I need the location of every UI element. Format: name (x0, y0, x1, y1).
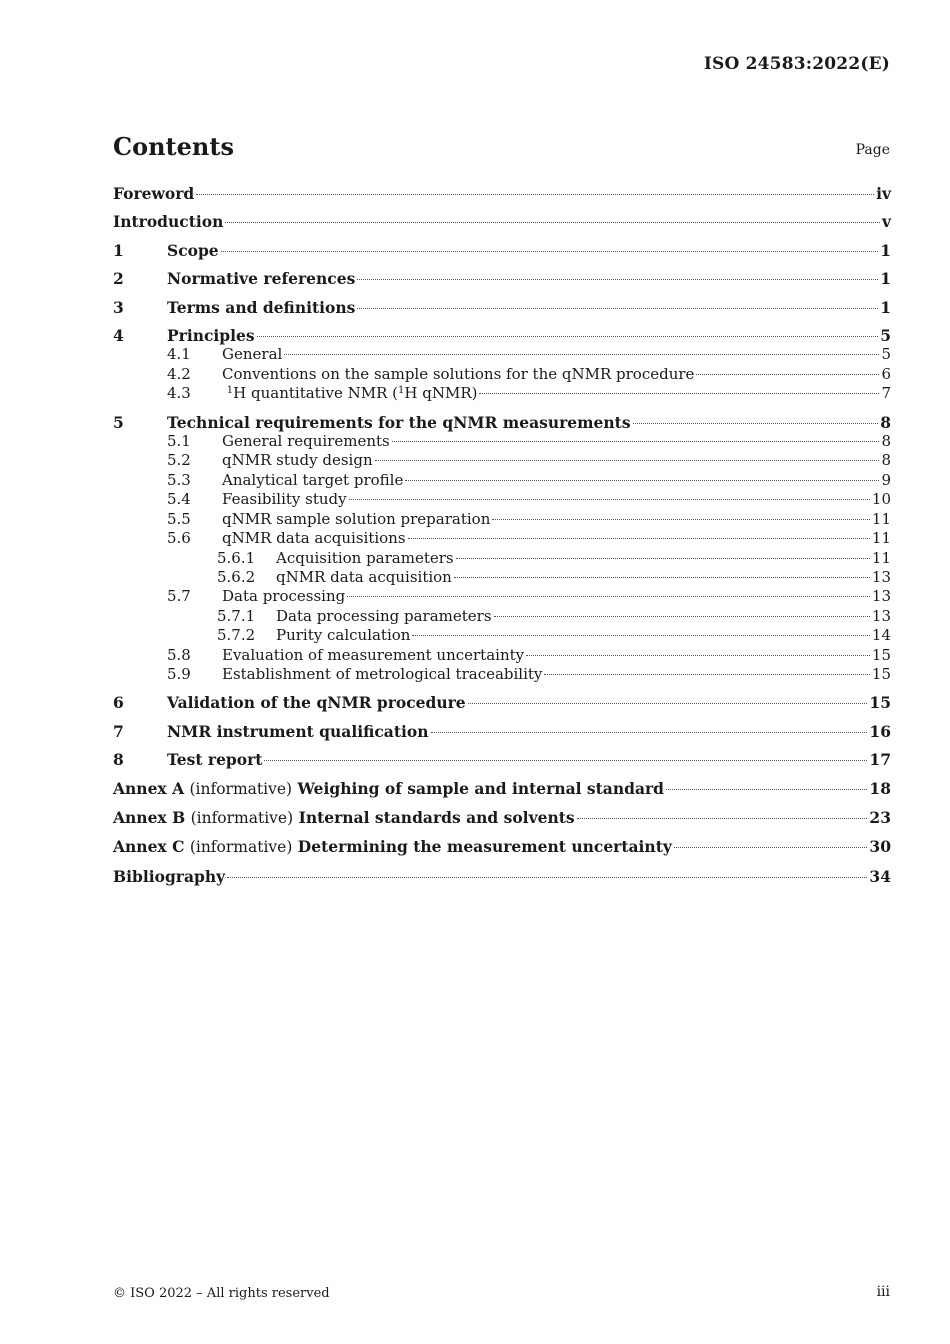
dot-leader (221, 251, 879, 252)
toc-entry[interactable] (113, 722, 891, 741)
dot-leader (225, 222, 880, 223)
dot-leader (349, 499, 870, 500)
toc-entry[interactable] (113, 779, 891, 799)
toc-entry-title (113, 779, 664, 799)
dot-leader (257, 336, 879, 337)
dot-leader (412, 635, 869, 636)
toc-entry[interactable] (113, 510, 891, 529)
annex-title: Weighing of sample and internal standard (297, 778, 665, 798)
toc-entry-title: Foreword (113, 184, 195, 203)
toc-entry-title: Scope (167, 240, 219, 260)
toc-entry-page: 6 (881, 364, 891, 383)
toc-entry-number: 3 (113, 297, 124, 317)
toc-entry-number: 5.4 (167, 490, 191, 509)
toc-entry-number: 5.2 (167, 451, 191, 470)
toc-entry[interactable] (113, 607, 891, 626)
toc-entry[interactable] (113, 241, 891, 260)
toc-entry-title: qNMR sample solution preparation (222, 509, 491, 528)
dot-leader (492, 519, 870, 520)
dot-leader (696, 374, 879, 375)
toc-entry-page: 13 (871, 567, 891, 586)
toc-entry-number: 5.5 (167, 509, 191, 528)
toc-entry-number: 8 (113, 750, 124, 770)
annex-label: Annex B (113, 807, 186, 827)
toc-entry-title: qNMR study design (222, 451, 373, 470)
toc-entry[interactable] (113, 750, 891, 769)
toc-entry-number: 5.3 (167, 470, 191, 489)
toc-entry-page: 8 (881, 451, 891, 470)
toc-entry[interactable] (113, 665, 891, 684)
toc-entry-page: 15 (869, 693, 891, 713)
toc-entry-title (113, 837, 672, 857)
toc-entry[interactable] (113, 471, 891, 490)
annex-label: Annex A (113, 778, 185, 798)
toc-entry-title: Data processing parameters (276, 606, 492, 625)
toc-entry[interactable] (113, 587, 891, 606)
toc-entry[interactable] (113, 184, 891, 203)
toc-entry[interactable] (113, 693, 891, 712)
dot-leader (494, 616, 870, 617)
toc-entry-number: 5.7.2 (217, 626, 256, 645)
dot-leader (674, 847, 868, 848)
dot-leader (454, 577, 870, 578)
toc-entry-page: 11 (871, 509, 891, 528)
toc-entry-page: 10 (871, 490, 891, 509)
dot-leader (196, 194, 874, 195)
toc-entry-page: 11 (871, 529, 891, 548)
toc-entry-title (113, 808, 575, 828)
toc-entry-page: 13 (871, 606, 891, 625)
dot-leader (468, 703, 868, 704)
toc-entry-title: Purity calculation (276, 626, 411, 645)
toc-entry-page: 13 (871, 587, 891, 606)
superscript: 1 (398, 385, 405, 397)
toc-entry-page: 30 (869, 837, 891, 857)
toc-entry[interactable] (113, 837, 891, 857)
annex-qualifier: (informative) (190, 808, 294, 827)
toc-entry-page: 11 (871, 548, 891, 567)
page-column-label: Page (855, 142, 890, 158)
toc-entry-page: iv (876, 184, 891, 203)
toc-entry-page: 8 (881, 432, 891, 451)
toc-entry[interactable] (113, 808, 891, 828)
table-of-contents (113, 184, 891, 886)
toc-entry-title: Feasibility study (222, 490, 347, 509)
toc-entry-number: 5.1 (167, 432, 191, 451)
toc-entry[interactable] (113, 384, 891, 403)
toc-entry-number: 4.2 (167, 364, 191, 383)
toc-entry[interactable] (113, 646, 891, 665)
dot-leader (666, 789, 867, 790)
toc-entry-number: 1 (113, 240, 124, 260)
toc-entry-title: General (222, 345, 283, 364)
toc-entry[interactable] (113, 432, 891, 451)
toc-entry-page: 23 (869, 807, 891, 827)
annex-title: Determining the measurement uncertainty (297, 837, 672, 857)
toc-entry-page: 1 (880, 269, 891, 289)
toc-entry[interactable] (113, 529, 891, 548)
toc-entry-title: Introduction (113, 212, 224, 232)
toc-entry-title: Technical requirements for the qNMR measurements (167, 412, 631, 432)
toc-entry-number: 5 (113, 412, 124, 432)
toc-entry-number: 5.6 (167, 529, 191, 548)
toc-entry-page: 15 (871, 664, 891, 683)
toc-entry-title: Principles (167, 326, 255, 346)
dot-leader (526, 655, 870, 656)
dot-leader (544, 674, 870, 675)
toc-entry[interactable] (113, 568, 891, 587)
toc-entry-title (222, 384, 477, 403)
toc-entry-title: General requirements (222, 432, 390, 451)
dot-leader (405, 480, 879, 481)
toc-entry-page: 15 (871, 645, 891, 664)
toc-entry-title: Normative references (167, 269, 356, 289)
toc-entry-page: 7 (881, 384, 891, 403)
toc-entry-title: Acquisition parameters (276, 548, 454, 567)
contents-title: Contents (113, 132, 234, 161)
toc-entry[interactable] (113, 413, 891, 432)
toc-entry[interactable] (113, 345, 891, 364)
toc-entry-number: 6 (113, 693, 124, 713)
dot-leader (347, 596, 870, 597)
toc-entry-number: 2 (113, 269, 124, 289)
dot-leader (227, 877, 867, 878)
toc-entry[interactable] (113, 365, 891, 384)
toc-entry-page: 14 (871, 626, 891, 645)
toc-entry-page: 5 (880, 326, 891, 346)
title-text: H qNMR) (404, 384, 478, 403)
annex-label: Annex C (113, 837, 185, 857)
toc-entry-title: Bibliography (113, 866, 226, 886)
toc-entry-page: 34 (869, 866, 891, 886)
toc-entry-number: 4.3 (167, 384, 191, 403)
toc-entry-number: 5.8 (167, 645, 191, 664)
toc-entry-page: 16 (869, 721, 891, 741)
toc-entry-number: 4 (113, 326, 124, 346)
toc-entry-title: Establishment of metrological traceability (222, 664, 543, 683)
toc-entry-page: 8 (880, 412, 891, 432)
toc-entry[interactable] (113, 298, 891, 317)
toc-entry-number: 5.6.1 (217, 548, 256, 567)
toc-entry[interactable] (113, 269, 891, 288)
toc-entry-title: Terms and definitions (167, 297, 356, 317)
toc-entry-title: qNMR data acquisitions (222, 529, 406, 548)
document-id: ISO 24583:2022(E) (703, 54, 890, 74)
toc-entry-title: Test report (167, 750, 263, 770)
dot-leader (357, 279, 878, 280)
toc-entry[interactable] (113, 326, 891, 345)
dot-leader (264, 760, 867, 761)
dot-leader (431, 732, 868, 733)
dot-leader (633, 423, 879, 424)
toc-entry-number: 5.7.1 (217, 606, 256, 625)
dot-leader (408, 538, 870, 539)
toc-entry[interactable] (113, 212, 891, 231)
toc-entry-page: 17 (869, 750, 891, 770)
superscript: 1 (226, 385, 234, 397)
toc-entry-number: 5.9 (167, 664, 191, 683)
dot-leader (284, 354, 879, 355)
toc-entry-title: qNMR data acquisition (276, 567, 452, 586)
toc-entry-number: 5.6.2 (217, 567, 256, 586)
toc-entry[interactable] (113, 867, 891, 886)
toc-entry-title: Conventions on the sample solutions for the qNMR procedure (222, 364, 695, 383)
toc-entry-title: Analytical target profile (222, 470, 404, 489)
toc-entry-number: 7 (113, 721, 124, 741)
toc-entry-title: NMR instrument qualification (167, 721, 429, 741)
toc-entry-page: 1 (880, 297, 891, 317)
toc-entry-number: 5.7 (167, 587, 191, 606)
annex-qualifier: (informative) (189, 779, 293, 798)
toc-entry-page: 5 (881, 345, 891, 364)
toc-entry-title: Evaluation of measurement uncertainty (222, 645, 525, 664)
footer-copyright: © ISO 2022 – All rights reserved (113, 1286, 330, 1301)
toc-entry-title: Data processing (222, 587, 346, 606)
dot-leader (375, 460, 880, 461)
dot-leader (456, 558, 870, 559)
toc-entry-number: 4.1 (167, 345, 191, 364)
toc-entry-page: v (881, 212, 891, 232)
annex-qualifier: (informative) (189, 838, 293, 857)
dot-leader (577, 818, 868, 819)
title-text: H quantitative NMR ( (233, 384, 399, 403)
dot-leader (479, 393, 879, 394)
annex-title: Internal standards and solvents (298, 807, 575, 827)
toc-entry[interactable] (113, 490, 891, 509)
toc-entry-page: 9 (881, 470, 891, 489)
dot-leader (392, 441, 880, 442)
toc-entry[interactable] (113, 451, 891, 470)
dot-leader (357, 308, 878, 309)
toc-entry-page: 18 (869, 778, 891, 798)
toc-entry-page: 1 (880, 240, 891, 260)
toc-entry[interactable] (113, 626, 891, 645)
footer-page-number: iii (876, 1284, 890, 1300)
toc-entry-title: Validation of the qNMR procedure (167, 693, 466, 713)
toc-entry[interactable] (113, 549, 891, 568)
